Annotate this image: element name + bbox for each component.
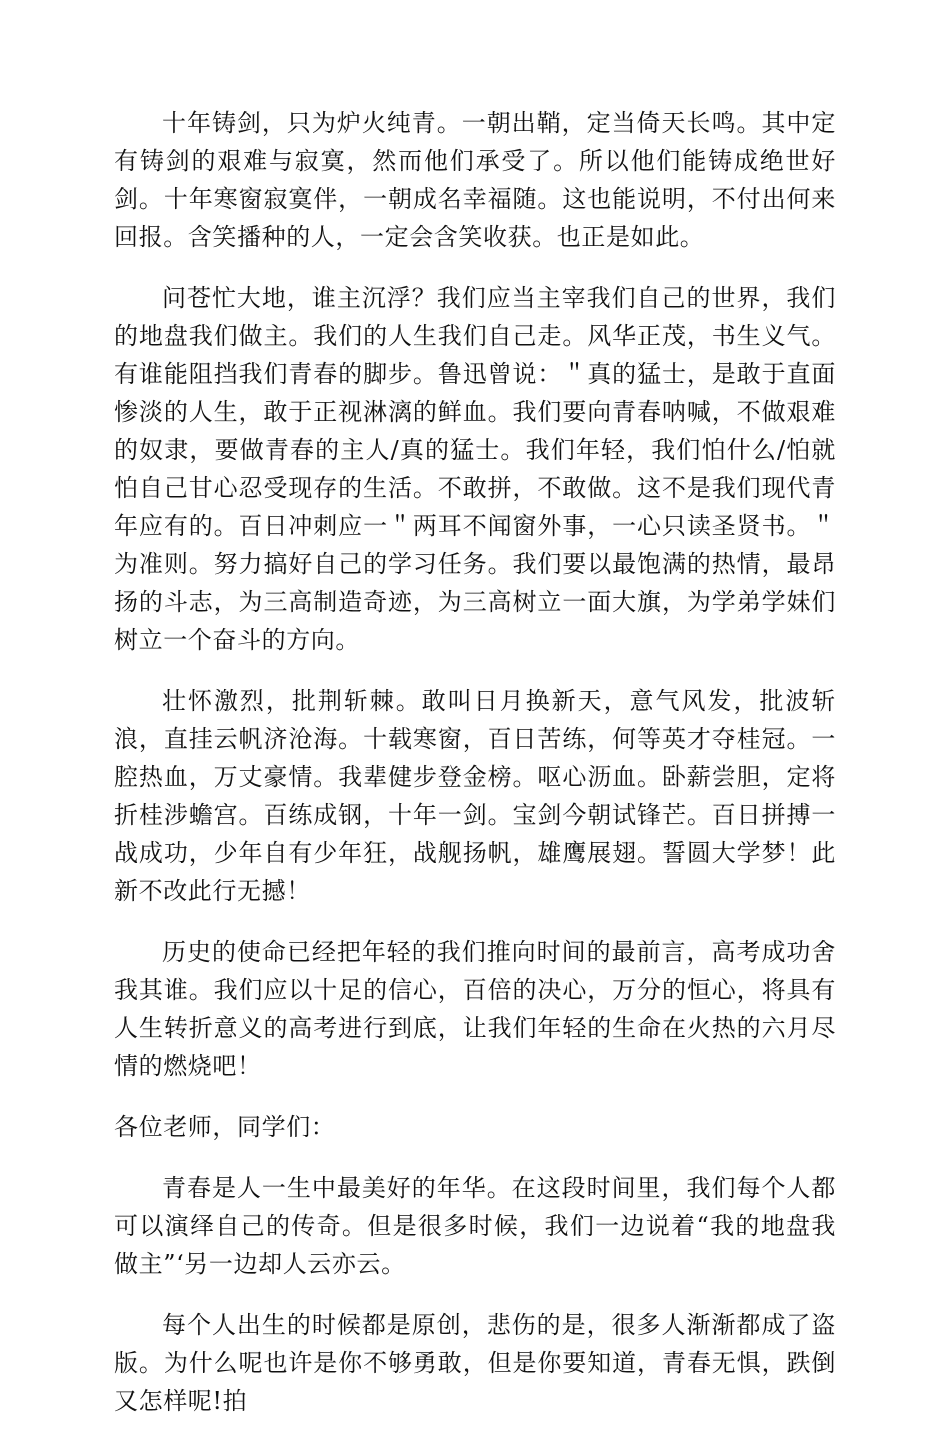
paragraph-4: 历史的使命已经把年轻的我们推向时间的最前言，高考成功舍我其谁。我们应以十足的信心，百倍的决心，万分的恒心，将具有人生转折意义的高考进行到底，让我们年轻的生命在火热的六月尽情的燃烧吧！	[114, 938, 836, 1080]
paragraph-3: 壮怀激烈，批荆斩棘。敢叫日月换新天，意气风发，批波斩浪，直挂云帆济沧海。十载寒窗，百日苦练，何等英才夺桂冠。一腔热血，万丈豪情。我辈健步登金榜。呕心沥血。卧薪尝胆，定将折桂涉蟾宫。百练成钢，十年一剑。宝剑今朝试锋芒。百日拼搏一战成功，少年自有少年狂，战舰扬帆，雄鹰展翅。誓圆大学梦！此新不改此行无撼！	[114, 687, 836, 905]
salutation: 各位老师，同学们：	[114, 1113, 336, 1141]
paragraph-5: 青春是人一生中最美好的年华。在这段时间里，我们每个人都可以演绎自己的传奇。但是很多时候，我们一边说着“我的地盘我做主”‘另一边却人云亦云。	[114, 1174, 836, 1278]
paragraph-6: 每个人出生的时候都是原创，悲伤的是，很多人渐渐都成了盗版。为什么呢也许是你不够勇敢，但是你要知道，青春无惧，跌倒又怎样呢!拍	[114, 1311, 836, 1415]
document-body	[114, 104, 836, 1443]
paragraph-1: 十年铸剑，只为炉火纯青。一朝出鞘，定当倚天长鸣。其中定有铸剑的艰难与寂寞，然而他们承受了。所以他们能铸成绝世好剑。十年寒窗寂寞伴，一朝成名幸福随。这也能说明，不付出何来回报。含笑播种的人，一定会含笑收获。也正是如此。	[114, 109, 836, 251]
paragraph-2: 问苍忙大地，谁主沉浮？我们应当主宰我们自己的世界，我们的地盘我们做主。我们的人生我们自己走。风华正茂，书生义气。有谁能阻挡我们青春的脚步。鲁迅曾说：＂真的猛士，是敢于直面惨淡的人生，敢于正视淋漓的鲜血。我们要向青春呐喊，不做艰难的奴隶，要做青春的主人/真的猛士。我们年轻，我们怕什么/怕就怕自己甘心忍受现存的生活。不敢拼，不敢做。这不是我们现代青年应有的。百日冲刺应一＂两耳不闻窗外事，一心只读圣贤书。＂为准则。努力搞好自己的学习任务。我们要以最饱满的热情，最昂扬的斗志，为三高制造奇迹，为三高树立一面大旗，为学弟学妹们树立一个奋斗的方向。	[114, 284, 836, 654]
